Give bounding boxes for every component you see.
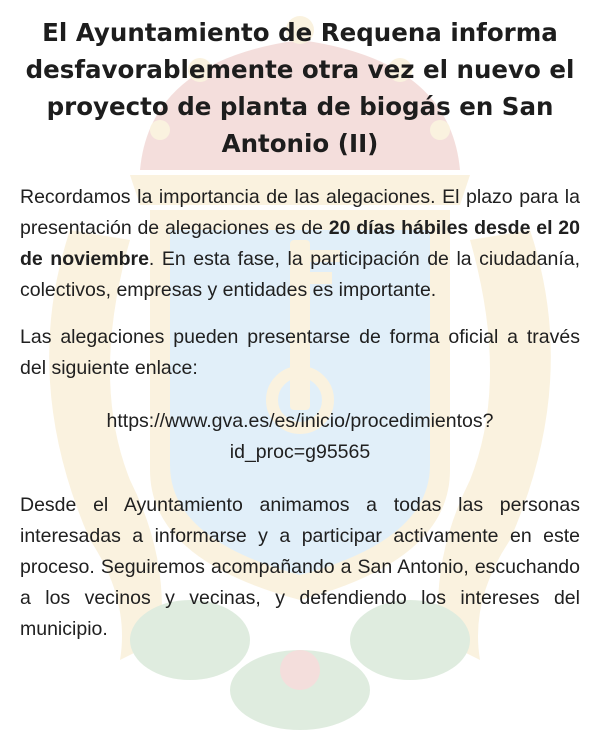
paragraph-deadline (20, 182, 580, 306)
paragraph-submission: Las alegaciones pueden presentarse de forma oficial a través del siguiente enlace: (20, 326, 580, 379)
paragraph-closing: Desde el Ayuntamiento animamos a todas las personas interesadas a informarse y a participar activamente en este proceso. Seguiremos acompañando a San Antonio, escuchando a los vecinos y vecinas, y defendiendo los intereses del municipio. (20, 494, 580, 640)
deadline-highlight: 20 días hábiles desde el 20 de noviembre (20, 217, 580, 270)
procedure-link-line1[interactable]: https://www.gva.es/es/inicio/procedimientos? (106, 410, 494, 432)
paragraph-deadline-text: Recordamos la importancia de las alegaciones. El plazo para la presentación de alegaciones es de (20, 186, 580, 239)
procedure-link[interactable] (20, 406, 580, 468)
announcement (20, 14, 580, 661)
procedure-link-line2[interactable]: id_proc=g95565 (229, 441, 371, 463)
announcement-title: El Ayuntamiento de Requena informa desfavorablemente otra vez el nuevo el proyecto de planta de biogás en San Antonio (II) (25, 18, 575, 158)
paragraph-deadline-text-end: . En esta fase, la participación de la ciudadanía, colectivos, empresas y entidades es importante. (20, 248, 580, 301)
